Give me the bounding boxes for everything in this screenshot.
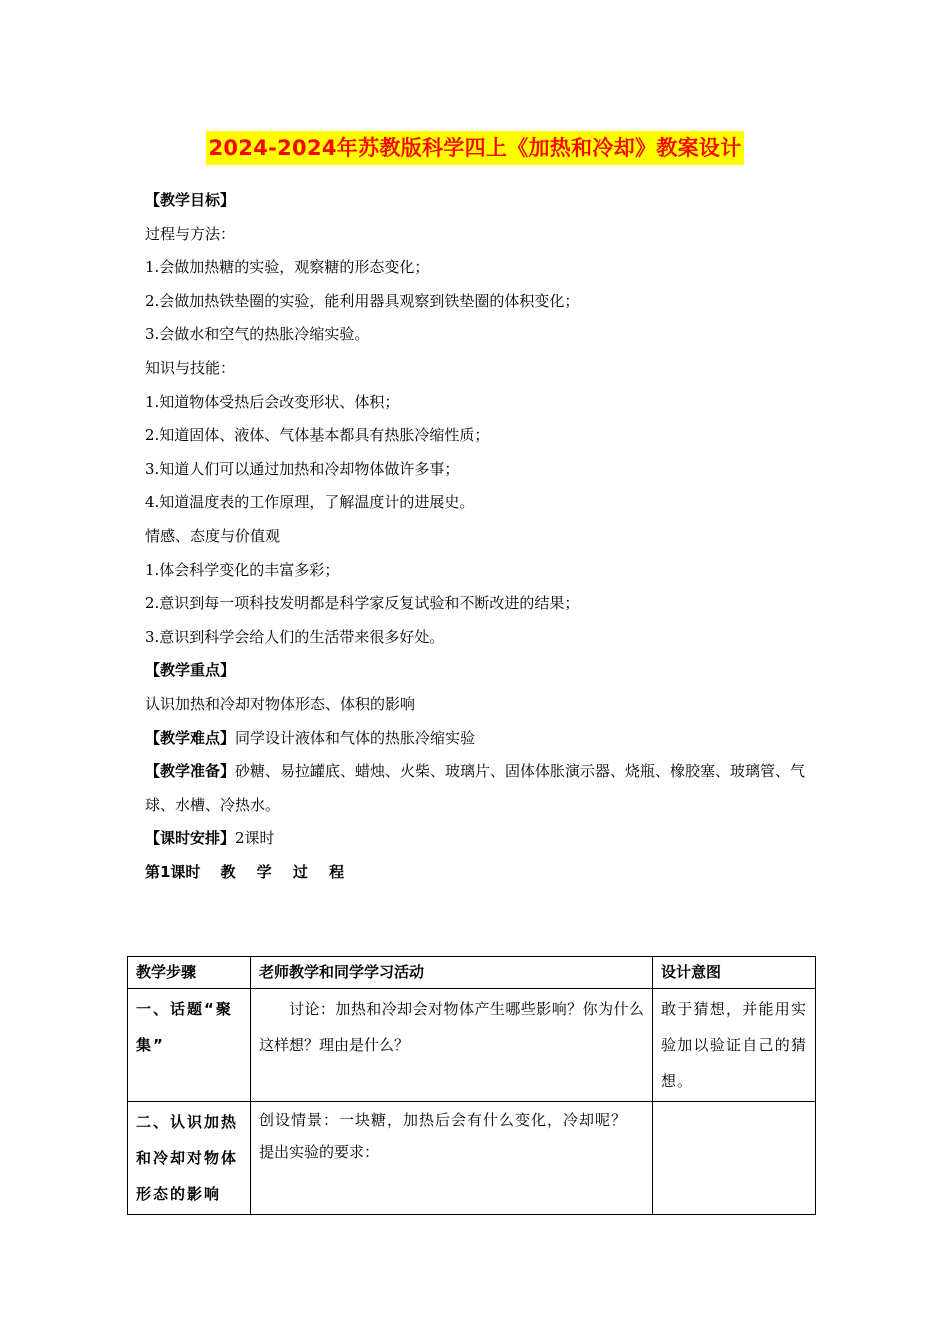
lesson-process-label: 教 学 过 程 <box>220 862 353 881</box>
table-cell-intent: 敢于猜想，并能用实验加以验证自己的猜想。 <box>653 989 816 1102</box>
attitude-item: 2.意识到每一项科技发明都是科学家反复试验和不断改进的结果； <box>145 594 580 613</box>
keypoint-heading: 【教学重点】 <box>145 661 236 680</box>
table-row <box>128 989 816 1102</box>
process-item: 2.会做加热铁垫圈的实验，能利用器具观察到铁垫圈的体积变化； <box>145 291 580 310</box>
difficulty-text: 同学设计液体和气体的热胀冷缩实验 <box>235 728 476 747</box>
document-body <box>145 184 825 889</box>
table-cell-step: 二、认识加热和冷却对物体形态的影响 <box>128 1102 251 1215</box>
table-cell-activity <box>251 1102 653 1215</box>
schedule-line <box>145 822 825 856</box>
table-header-cell: 教学步骤 <box>128 957 251 989</box>
knowledge-item: 1.知道物体受热后会改变形状、体积； <box>145 392 400 411</box>
process-item: 3.会做水和空气的热胀冷缩实验。 <box>145 325 370 344</box>
objectives-heading: 【教学目标】 <box>145 191 236 209</box>
difficulty-heading: 【教学难点】 <box>145 728 236 747</box>
table-cell-step: 一、话题“聚集” <box>128 989 251 1102</box>
process-item: 1.会做加热糖的实验，观察糖的形态变化； <box>145 258 430 277</box>
table-row <box>128 1102 816 1215</box>
table-cell-activity: 讨论：加热和冷却会对物体产生哪些影响？你为什么这样想？理由是什么？ <box>251 989 653 1102</box>
table-header-cell: 设计意图 <box>653 957 816 989</box>
prep-heading: 【教学准备】 <box>145 762 236 781</box>
table-header-row <box>128 957 816 989</box>
attitude-item: 1.体会科学变化的丰富多彩； <box>145 560 340 579</box>
keypoint-text: 认识加热和冷却对物体形态、体积的影响 <box>145 694 416 713</box>
knowledge-item: 2.知道固体、液体、气体基本都具有热胀冷缩性质； <box>145 426 490 445</box>
table-header-cell: 老师教学和同学学习活动 <box>251 957 653 989</box>
activity-text: 创设情景：一块糖，加热后会有什么变化，冷却呢？ <box>259 1111 628 1129</box>
schedule-text: 2课时 <box>235 829 275 848</box>
prep-text: 砂糖、易拉罐底、蜡烛、火柴、玻璃片、固体体胀演示器、烧瓶、橡胶塞、玻璃管、气球、水槽、冷热水。 <box>145 762 806 814</box>
lesson-heading: 第1课时 <box>145 862 201 881</box>
title-container <box>0 131 950 165</box>
knowledge-item: 3.知道人们可以通过加热和冷却物体做许多事； <box>145 459 460 478</box>
attitude-item: 3.意识到科学会给人们的生活带来很多好处。 <box>145 627 445 646</box>
schedule-heading: 【课时安排】 <box>145 829 236 848</box>
knowledge-item: 4.知道温度表的工作原理，了解温度计的进展史。 <box>145 493 475 512</box>
table-cell-intent <box>653 1102 816 1215</box>
knowledge-label: 知识与技能： <box>145 358 236 377</box>
attitude-label: 情感、态度与价值观 <box>145 526 281 545</box>
process-methods-label: 过程与方法： <box>145 224 236 243</box>
document-title: 2024-2024年苏教版科学四上《加热和冷却》教案设计 <box>206 131 743 165</box>
prep-paragraph <box>145 755 825 822</box>
difficulty-line <box>145 722 825 756</box>
activity-text: 提出实验的要求： <box>259 1143 380 1161</box>
lesson-heading-line <box>145 856 825 890</box>
teaching-process-table <box>127 956 816 1215</box>
